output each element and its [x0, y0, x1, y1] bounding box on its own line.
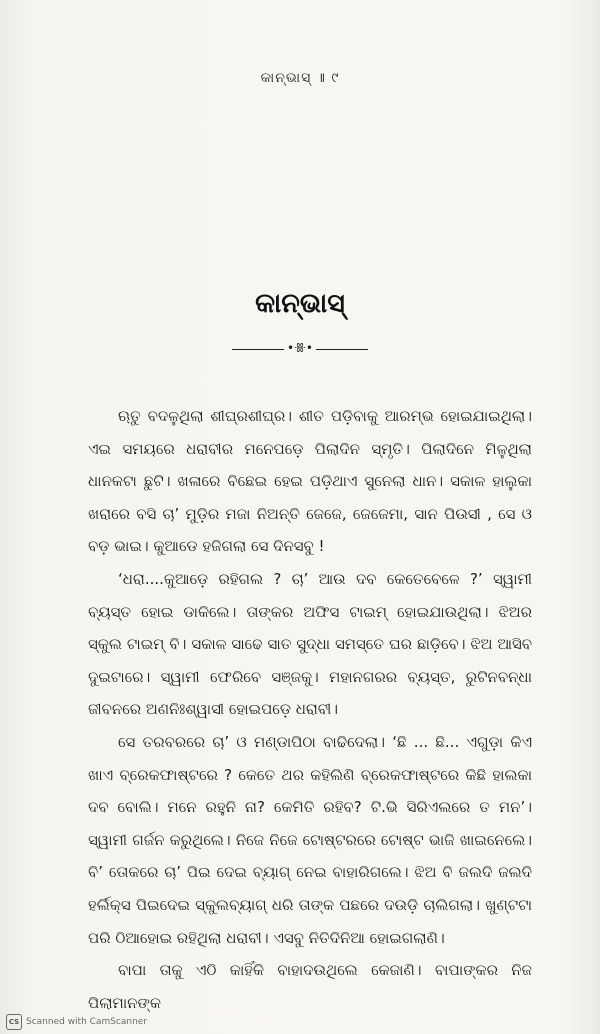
ornament-flourish-icon: •ꗥ• — [287, 341, 313, 355]
running-head: କାନ୍‌ଭାସ୍ ॥ ୯ — [260, 70, 340, 86]
chapter-body — [88, 400, 532, 1019]
ornament-line-right — [316, 349, 368, 350]
scanner-watermark-text: Scanned with CamScanner — [26, 1017, 148, 1027]
title-ornament — [232, 341, 368, 356]
paragraph-3: ସେ ତରବରରେ ଚା’ ଓ ମଣ୍ଡାପିଠା ବାଢିଦେଲା। ‘ଛି ... ଛି... ଏଗୁଡ଼ା କିଏ ଖାଏ ବ୍ରେକଫାଷ୍ଟରେ ? କେତେ ଥର କହିଲିଣି ବ୍ରେକଫାଷ୍ଟରେ କିଛି ହାଲକା ଦବ ବୋଲି। ମନେ ରହୁନି ନା? କେମିତି ରହିବ? ଟି.ଭି ସିରିଏଲରେ ତ ମନ’। ସ୍ୱାମୀ ଗର୍ଜନ କରୁଥିଲେ। ନିଜେ ନିଜେ ଟୋଷ୍ଟରରେ ଟୋଷ୍ଟ ଭାଜି ଖାଇନେଲେ। ବି’ ତୋକରେ ଚା’ ପିଇ ଦେଇ ବ୍ୟାଗ୍ ନେଇ ବାହାରିଗଲେ। ଝିଅ ବି ଜଲଦି ଜଲଦି ହର୍ଲିକ୍ସ ପିଇଦେଇ ସ୍କୁଲବ୍ୟାଗ୍ ଧରି ତାଙ୍କ ପଛରେ ଦଉଡ଼ି ଚାଲିଗଲା। ଖୁଣ୍ଟଟା ପରି ଠିଆହୋଇ ରହିଥିଲା ଧରାବୀ। ଏସବୁ ନିତିଦିନିଆ ହୋଇଗଲାଣି। — [88, 732, 532, 947]
paragraph-2: ‘ଧରା....କୁଆଡ଼େ ରହିଗଲ ? ଚା’ ଆଉ ଦବ କେତେବେଳେ ?’ ସ୍ୱାମୀ ବ୍ୟସ୍ତ ହୋଇ ଡାକିଲେ। ତାଙ୍କର ଅଫିସ ଟାଇମ୍ ହୋଇଯାଉଥିଲା। ଝିଅର ସ୍କୁଲ ଟାଇମ୍ ବି। ସକାଳ ସାଢେ ସାତ ସୁଦ୍ଧା ସମସ୍ତେ ଘର ଛାଡ଼ିବେ। ଝିଅ ଆସିବ ଦୁଇଟାରେ। ସ୍ୱାମୀ ଫେରିବେ ସଞ୍ଜକୁ। ମହାନଗରର ବ୍ୟସ୍ତ, ରୁଟିନବନ୍ଧା ଜୀବନରେ ଅଣନିଃଶ୍ୱାସୀ ହୋଇପଡ଼େ ଧରାବୀ। — [88, 569, 532, 719]
paragraph-1: ଋତୁ ବଦଳୁଥିଲା ଶୀଘ୍ରଶୀଘ୍ର। ଶୀତ ପଡ଼ିବାକୁ ଆରମ୍ଭ ହୋଇଯାଇଥିଲା। ଏଇ ସମୟରେ ଧରାବୀର ମନେପଡ଼େ ପିଲାଦିନ ସ୍ମୃତି। ପିଲାଦିନେ ମିଳୁଥିଲା ଧାନକଟା ଛୁଟି। ଖଳାରେ ବିଛେଇ ହେଇ ପଡ଼ିଥାଏ ସୁନେଲା ଧାନ। ସକାଳ ହାଲୁକା ଖରାରେ ବସି ଚା’ ମୁଡ଼ିର ମଜା ନିଅନ୍ତି ଜେଜେ, ଜେଜେମା, ସାନ ପିଉସୀ , ସେ ଓ ବଡ଼ ଭାଇ। କୁଆଡେ ହଜିଗଲା ସେ ଦିନସବୁ ! — [88, 407, 532, 556]
paragraph-4: ବାପା ତାକୁ ଏଠି କାହିଁକି ବାହାଦଉଥିଲେ କେଜାଣି। ବାପାଙ୍କର ନିଜ ପିଲାମାନଙ୍କ — [88, 961, 532, 1012]
chapter-title: କାନ୍‌ଭାସ୍ — [255, 288, 345, 319]
scanner-watermark — [6, 1014, 147, 1030]
ornament-line-left — [232, 349, 284, 350]
camscanner-logo-icon: CS — [6, 1014, 22, 1030]
